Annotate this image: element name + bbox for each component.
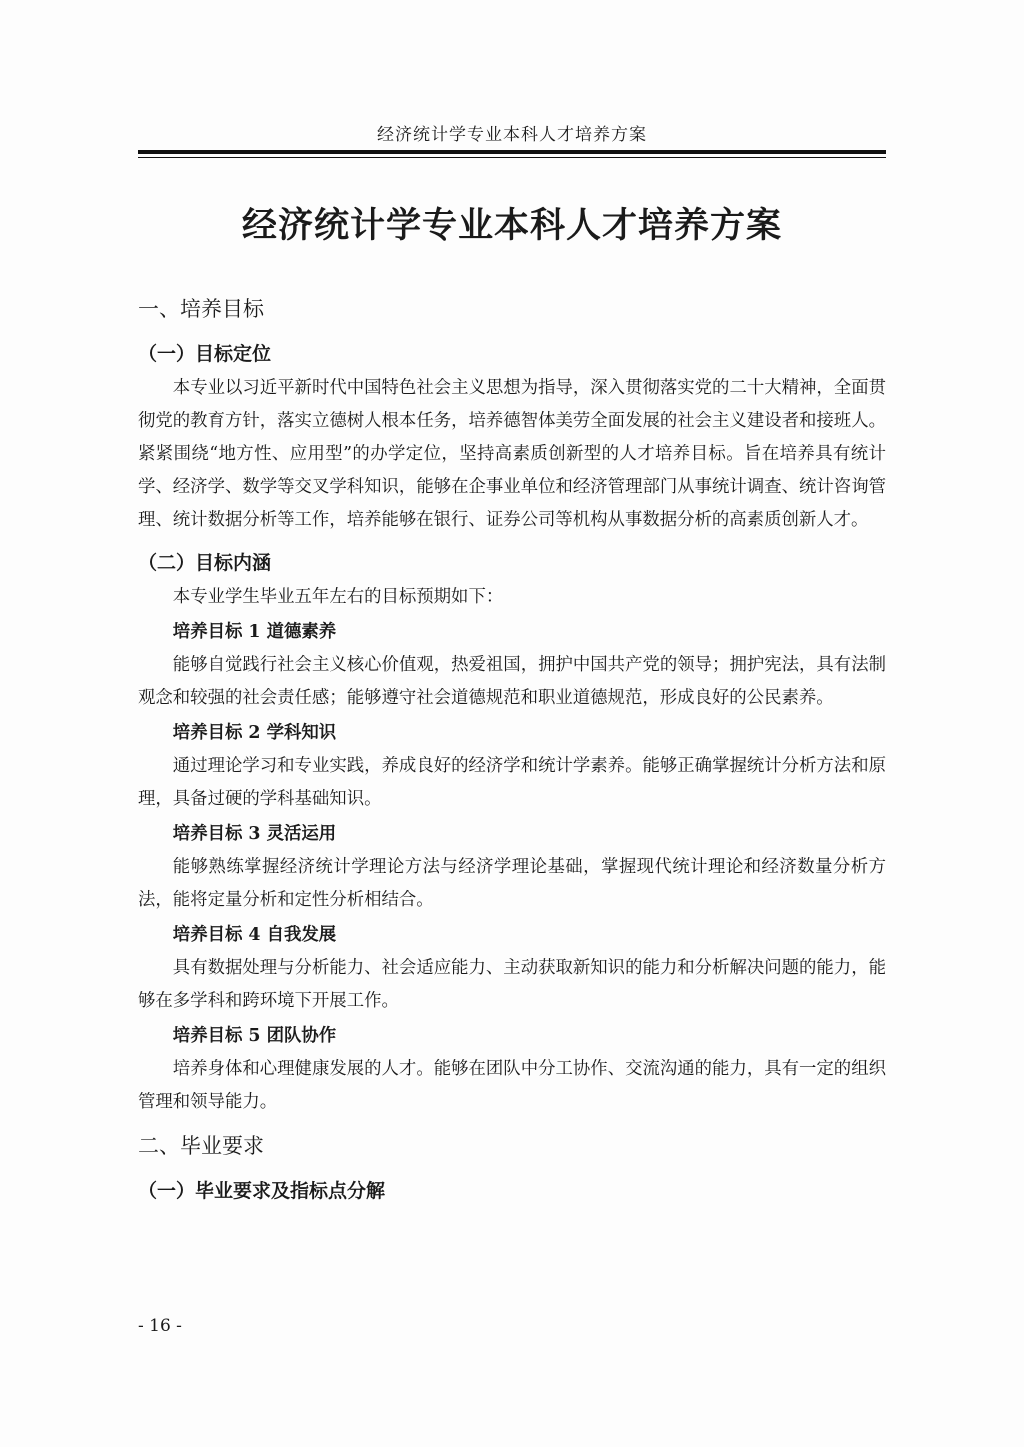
goal-text-5: 培养身体和心理健康发展的人才。能够在团队中分工协作、交流沟通的能力，具有一定的组织管理和领导能力。 [138, 1059, 886, 1112]
goal-text-1: 能够自觉践行社会主义核心价值观，热爱祖国，拥护中国共产党的领导；拥护宪法，具有法制观念和较强的社会责任感；能够遵守社会道德规范和职业道德规范，形成良好的公民素养。 [138, 655, 886, 708]
section-heading-graduation-requirements: 二、毕业要求 [138, 1134, 264, 1158]
goal-title-3: 培养目标 3 灵活运用 [172, 824, 337, 844]
paragraph-objective-positioning: 本专业以习近平新时代中国特色社会主义思想为指导，深入贯彻落实党的二十大精神，全面贯彻党的教育方针，落实立德树人根本任务，培养德智体美劳全面发展的社会主义建设者和接班人。紧紧围绕“地方性、应用型”的办学定位，坚持高素质创新型的人才培养目标。旨在培养具有统计学、经济学、数学等交叉学科知识，能够在企事业单位和经济管理部门从事统计调查、统计咨询管理、统计数据分析等工作，培养能够在银行、证券公司等机构从事数据分析的高素质创新人才。 [138, 378, 886, 530]
goal-text-2: 通过理论学习和专业实践，养成良好的经济学和统计学素养。能够正确掌握统计分析方法和原理，具备过硬的学科基础知识。 [138, 756, 886, 809]
header-rule-thick [138, 150, 886, 154]
goal-title-4: 培养目标 4 自我发展 [172, 925, 337, 945]
goal-text-3: 能够熟练掌握经济统计学理论方法与经济学理论基础，掌握现代统计理论和经济数量分析方法，能将定量分析和定性分析相结合。 [138, 857, 886, 910]
document-title: 经济统计学专业本科人才培养方案 [241, 205, 782, 246]
goal-title-1: 培养目标 1 道德素养 [172, 622, 337, 642]
page-number: - 16 - [138, 1316, 182, 1336]
subsection-heading-objective-connotation: （二）目标内涵 [138, 552, 272, 574]
subsection-heading-objective-positioning: （一）目标定位 [138, 343, 272, 365]
goal-text-4: 具有数据处理与分析能力、社会适应能力、主动获取新知识的能力和分析解决问题的能力，能够在多学科和跨环境下开展工作。 [138, 958, 886, 1011]
subsection-heading-requirements-breakdown: （一）毕业要求及指标点分解 [138, 1180, 386, 1202]
goal-title-2: 培养目标 2 学科知识 [172, 723, 337, 743]
goal-title-5: 培养目标 5 团队协作 [172, 1026, 337, 1046]
header-rule-thin [138, 157, 886, 158]
running-header: 经济统计学专业本科人才培养方案 [377, 125, 647, 145]
document-body [138, 290, 886, 1209]
paragraph-objective-intro: 本专业学生毕业五年左右的目标预期如下： [172, 587, 504, 607]
section-heading-training-objectives: 一、培养目标 [138, 297, 264, 321]
